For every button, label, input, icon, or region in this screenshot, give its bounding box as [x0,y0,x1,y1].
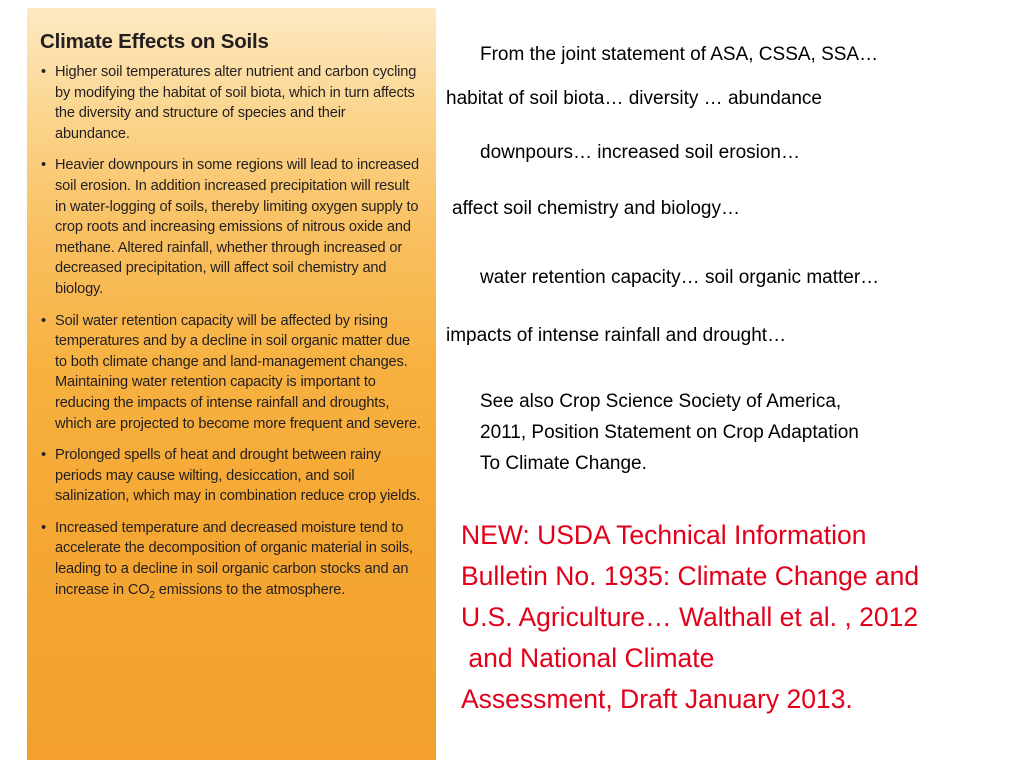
new-usda-reference [461,515,1021,720]
climate-effects-panel [27,8,436,760]
list-item: • Prolonged spells of heat and drought between rainy periods may cause wilting, desiccation, and soil salinization, which may in combination reduce crop yields. [40,445,422,507]
new-reference-line: NEW: USDA Technical Information [461,520,867,550]
effects-list [40,62,422,606]
list-item: • Heavier downpours in some regions will lead to increased soil erosion. In addition increased precipitation will result in water-logging of soils, thereby limiting oxygen supply to crop roots and increasing emissions of nitrous oxide and methane. Altered rainfall, whether through increased or decreased precipitation, will affect soil chemistry and biology. [40,155,422,299]
note-joint-statement: From the joint statement of ASA, CSSA, SSA… [480,44,879,65]
see-also-line: 2011, Position Statement on Crop Adaptation [480,422,859,443]
new-reference-line: Assessment, Draft January 2013. [461,684,853,714]
note-soil-biota: habitat of soil biota… diversity … abundance [446,88,822,109]
co2-text-before: Increased temperature and decreased moisture tend to accelerate the decomposition of organic material in soils, leading to a decline in soil organic carbon stocks and an increase in CO [55,519,413,598]
see-also-reference [480,386,1000,479]
note-water-retention: water retention capacity… soil organic matter… [480,267,880,288]
note-soil-chemistry: affect soil chemistry and biology… [452,198,740,219]
see-also-line: To Climate Change. [480,453,647,474]
note-soil-erosion: downpours… increased soil erosion… [480,142,800,163]
note-intense-rainfall: impacts of intense rainfall and drought… [446,325,787,346]
list-item: • Soil water retention capacity will be affected by rising temperatures and by a decline in soil organic matter due to both climate change and land-management changes. Maintaining water retention capacity is important to reducing the impacts of intense rainfall and droughts, which are projected to become more frequent and severe. [40,311,422,435]
list-item-co2 [40,518,422,606]
panel-title: Climate Effects on Soils [40,30,269,53]
new-reference-line: and National Climate [461,643,715,673]
list-item: • Higher soil temperatures alter nutrient and carbon cycling by modifying the habitat of soil biota, which in turn affects the diversity and structure of species and their abundance. [40,62,422,144]
see-also-line: See also Crop Science Society of America, [480,391,842,412]
co2-subscript: 2 [149,589,155,601]
new-reference-line: Bulletin No. 1935: Climate Change and [461,561,920,591]
co2-text-after: emissions to the atmosphere. [154,581,346,598]
new-reference-line: U.S. Agriculture… Walthall et al. , 2012 [461,602,919,632]
